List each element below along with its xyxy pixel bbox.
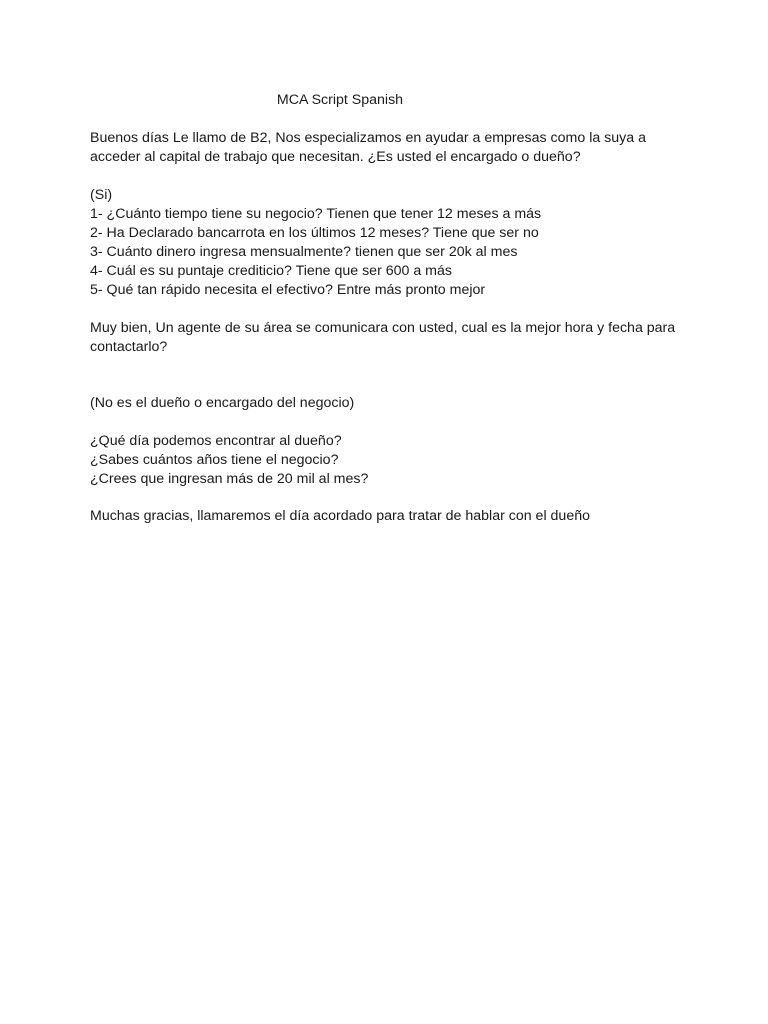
no-question-1: ¿Qué día podemos encontrar al dueño? — [90, 433, 342, 449]
question-4: 4- Cuál es su puntaje crediticio? Tiene que ser 600 a más — [90, 263, 452, 279]
no-question-2: ¿Sabes cuántos años tiene el negocio? — [90, 452, 339, 468]
closing-yes-line-2: contactarlo? — [90, 339, 168, 355]
question-5: 5- Qué tan rápido necesita el efectivo? Entre más pronto mejor — [90, 282, 486, 298]
document-title: MCA Script Spanish — [276, 92, 404, 108]
question-2: 2- Ha Declarado bancarrota en los últimos 12 meses? Tiene que ser no — [90, 225, 539, 241]
intro-line-2: acceder al capital de trabajo que necesitan. ¿Es usted el encargado o dueño? — [90, 149, 581, 165]
closing-no: Muchas gracias, llamaremos el día acordado para tratar de hablar con el dueño — [90, 508, 590, 524]
question-3: 3- Cuánto dinero ingresa mensualmente? tienen que ser 20k al mes — [90, 244, 518, 260]
question-1: 1- ¿Cuánto tiempo tiene su negocio? Tienen que tener 12 meses a más — [90, 206, 542, 222]
closing-yes-line-1: Muy bien, Un agente de su área se comunicara con usted, cual es la mejor hora y fecha para — [90, 320, 676, 336]
intro-line-1: Buenos días Le llamo de B2, Nos especializamos en ayudar a empresas como la suya a — [90, 130, 646, 146]
no-question-3: ¿Crees que ingresan más de 20 mil al mes? — [90, 471, 369, 487]
yes-label: (Si) — [90, 187, 113, 203]
no-label: (No es el dueño o encargado del negocio) — [90, 395, 355, 411]
